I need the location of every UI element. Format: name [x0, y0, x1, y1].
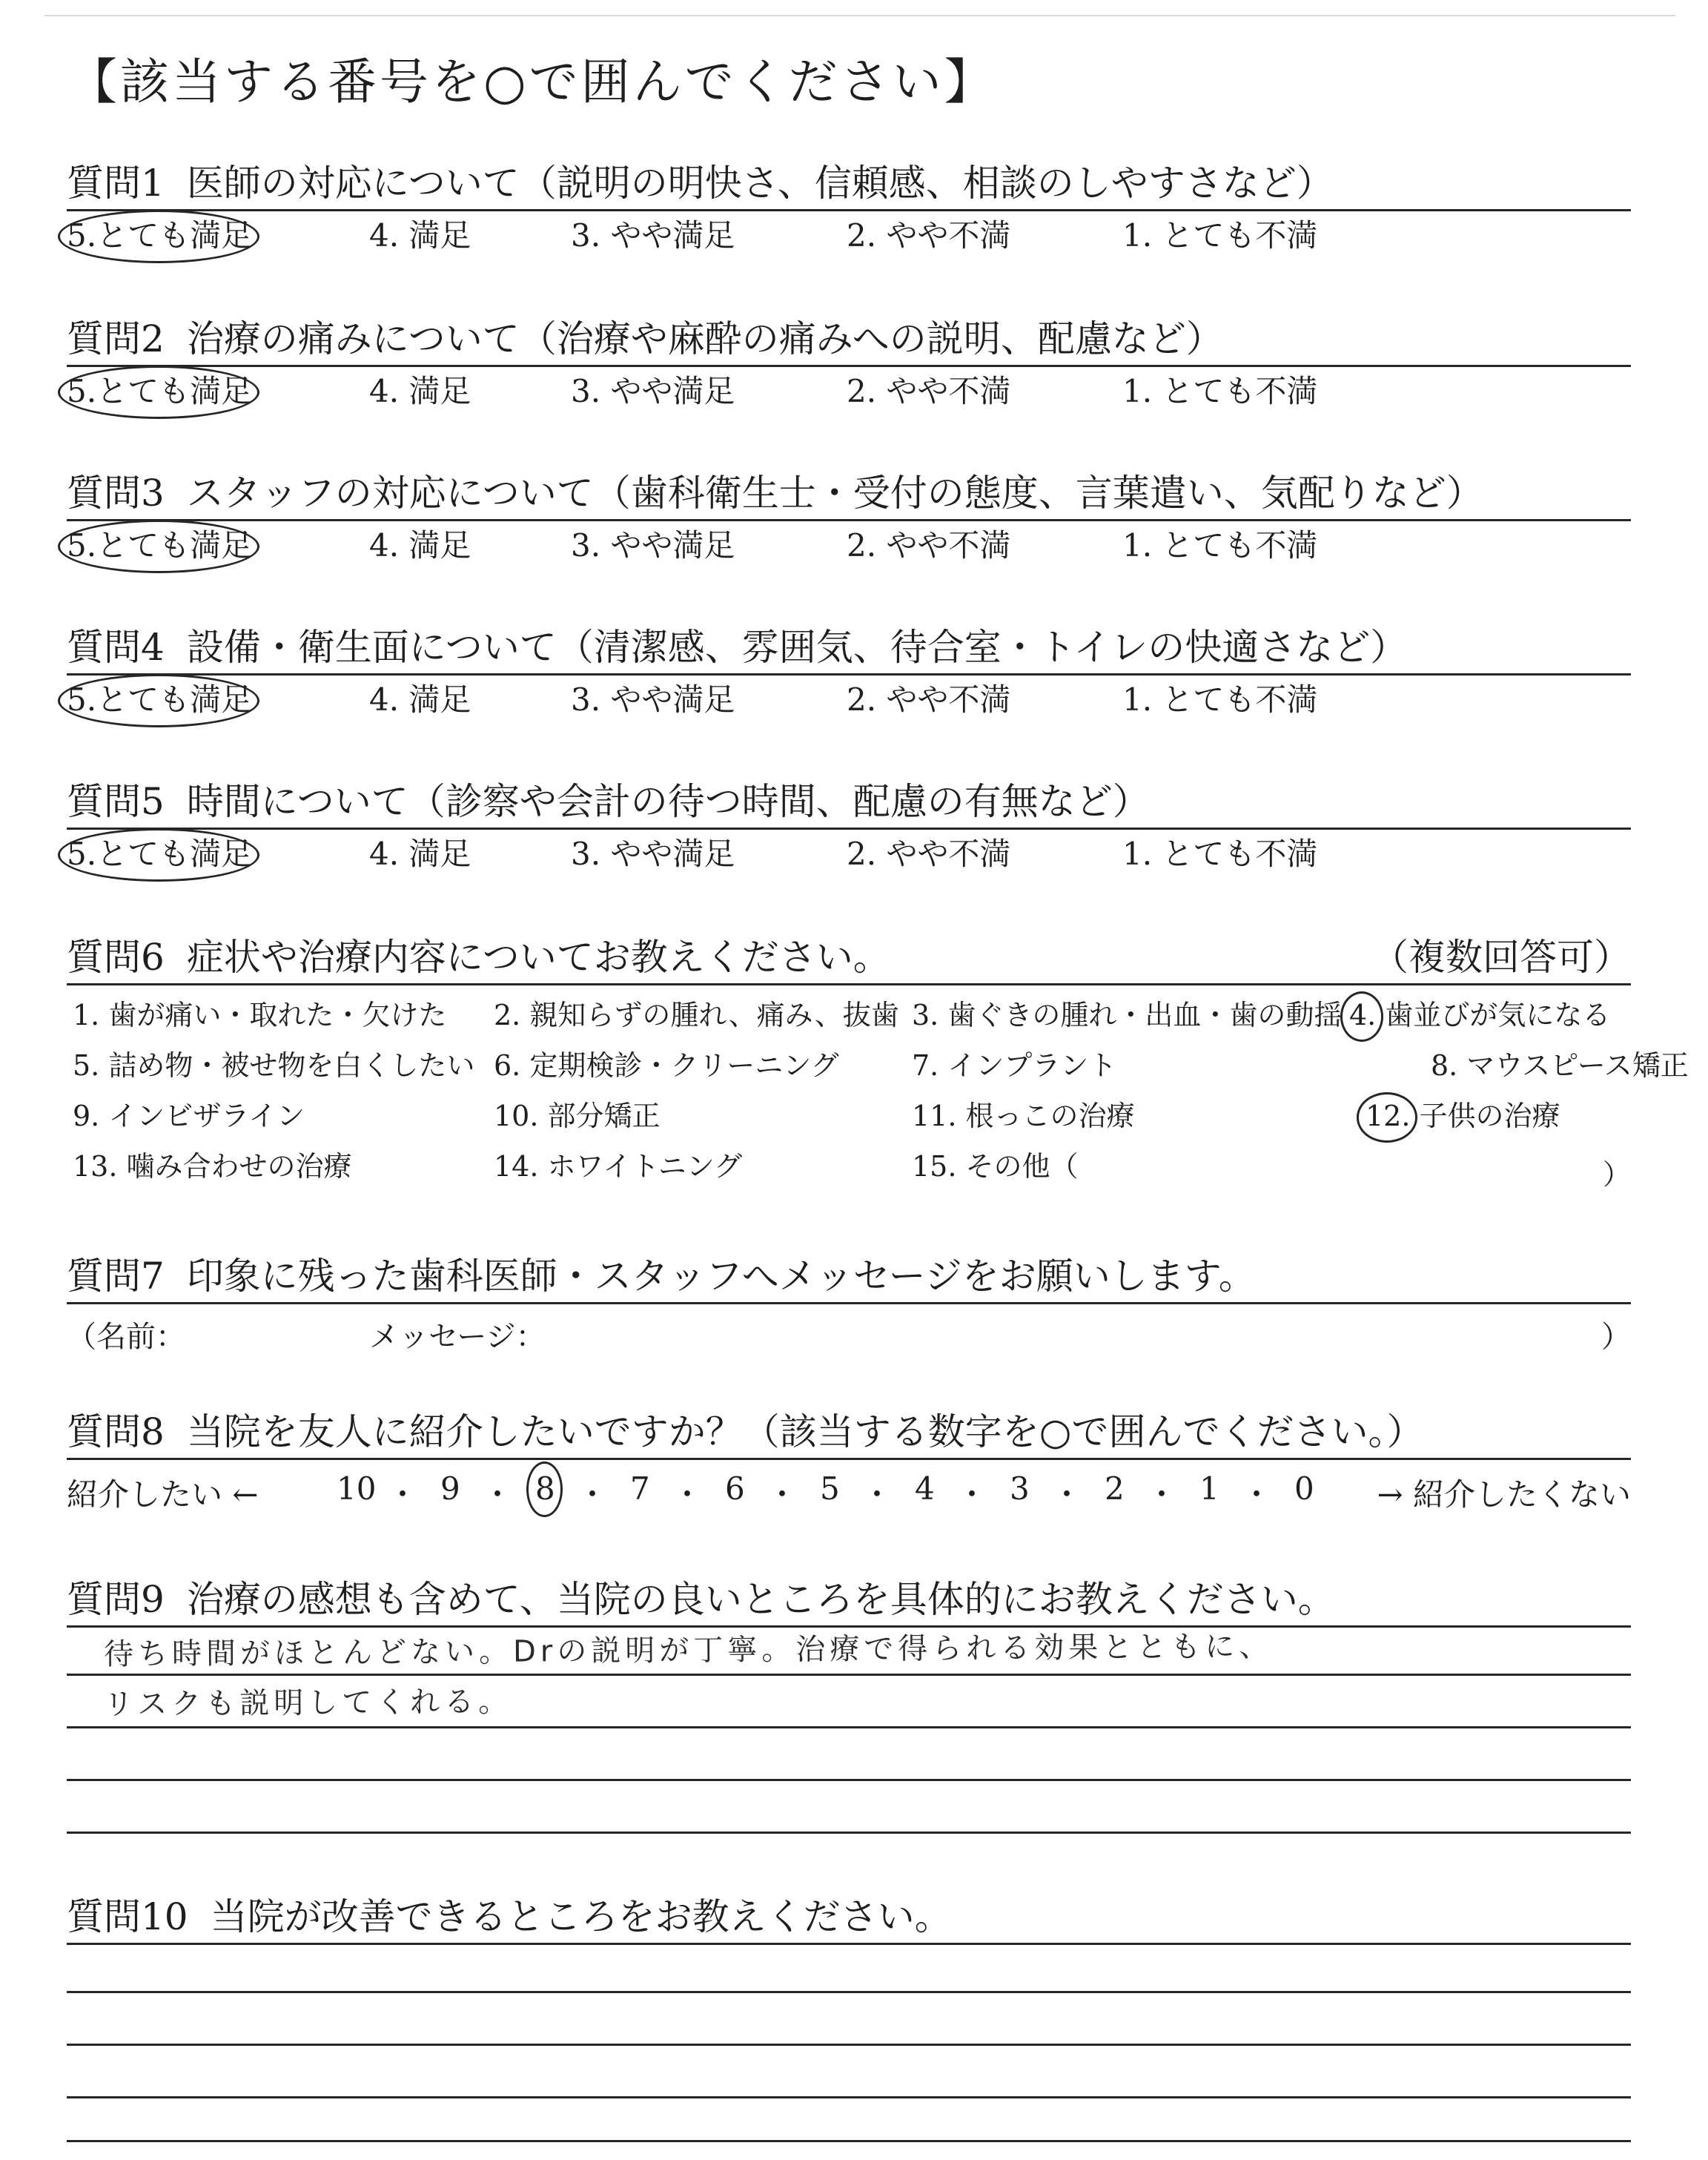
symptom-item-6[interactable]: 6. 定期検診・クリーニング [494, 1049, 839, 1082]
answer-line[interactable] [67, 2046, 1631, 2098]
scale-value-0[interactable]: 0 [1294, 1470, 1314, 1507]
scale-separator: ・ [672, 1476, 704, 1513]
scale-value-8-selected[interactable]: 8 [535, 1470, 555, 1507]
scale-value-1[interactable]: 1 [1199, 1470, 1219, 1507]
symptom-item-13[interactable]: 13. 噛み合わせの治療 [73, 1150, 352, 1183]
question-number: 質問5 [67, 780, 165, 823]
symptom-item-2[interactable]: 2. 親知らずの腫れ、痛み、抜歯 [494, 999, 899, 1031]
answer-line[interactable] [67, 1945, 1631, 1993]
scale-separator: ・ [387, 1476, 419, 1513]
question-number: 質問7 [67, 1255, 165, 1298]
question-text: スタッフの対応について（歯科衛生士・受付の態度、言葉遣い、気配りなど） [186, 472, 1483, 515]
scale-value-9[interactable]: 9 [440, 1470, 460, 1507]
question-text: 設備・衛生面について（清潔感、雰囲気、待合室・トイレの快適さなど） [186, 626, 1408, 669]
symptom-item-3[interactable]: 3. 歯ぐきの腫れ・出血・歯の動揺 [912, 999, 1343, 1031]
scale-separator: ・ [1146, 1476, 1178, 1513]
message-close-paren: ） [1601, 1320, 1631, 1354]
answer-line[interactable] [67, 1676, 1631, 1728]
question-number: 質問2 [67, 317, 165, 360]
question-9 [67, 1578, 1631, 1834]
option-1[interactable]: 1. とても不満 [1122, 373, 1318, 409]
handwritten-answer-line-1: 待ち時間がほとんどない。Drの説明が丁寧。治療で得られる効果とともに、 [103, 1629, 1274, 1672]
option-2[interactable]: 2. やや不満 [847, 527, 1011, 564]
option-4[interactable]: 4. 満足 [369, 373, 471, 409]
recommend-right-label: → 紹介したくない [1377, 1476, 1631, 1513]
question-1 [67, 162, 1631, 260]
recommend-scale [67, 1460, 1631, 1513]
page-heading: 【該当する番号を○で囲んでください】 [68, 53, 996, 110]
rating-options [67, 367, 1631, 416]
symptom-item-4-selected[interactable]: 4. 歯並びが気になる [1349, 999, 1611, 1031]
scale-value-6[interactable]: 6 [725, 1470, 745, 1507]
option-2[interactable]: 2. やや不満 [847, 373, 1011, 409]
question-text: 医師の対応について（説明の明快さ、信頼感、相談のしやすさなど） [186, 162, 1334, 205]
option-4[interactable]: 4. 満足 [369, 217, 471, 254]
other-close-paren: ） [1602, 1158, 1631, 1191]
option-2[interactable]: 2. やや不満 [847, 836, 1011, 872]
question-8 [67, 1410, 1631, 1513]
scale-value-10[interactable]: 10 [337, 1470, 377, 1507]
rating-options [67, 521, 1631, 570]
symptom-item-11[interactable]: 11. 根っこの治療 [912, 1100, 1135, 1132]
question-5 [67, 780, 1631, 879]
question-6 [67, 936, 1689, 1193]
question-10 [67, 1895, 1631, 2142]
question-7 [67, 1255, 1631, 1356]
symptom-item-14[interactable]: 14. ホワイトニング [494, 1150, 743, 1183]
scale-value-2[interactable]: 2 [1105, 1470, 1125, 1507]
option-3[interactable]: 3. やや満足 [571, 681, 735, 718]
question-text: 当院が改善できるところをお教えください。 [210, 1895, 952, 1938]
question-text: 印象に残った歯科医師・スタッフへメッセージをお願いします。 [186, 1255, 1256, 1298]
option-3[interactable]: 3. やや満足 [571, 527, 735, 564]
scale-separator: ・ [861, 1476, 893, 1513]
symptom-checklist [67, 985, 1689, 1193]
scale-value-3[interactable]: 3 [1010, 1470, 1030, 1507]
question-2 [67, 317, 1631, 416]
option-4[interactable]: 4. 満足 [369, 836, 471, 872]
question-number: 質問8 [67, 1410, 165, 1453]
option-2[interactable]: 2. やや不満 [847, 217, 1011, 254]
option-5-selected[interactable]: 5.とても満足 [67, 217, 253, 254]
answer-line[interactable] [67, 1993, 1631, 2046]
question-text: 当院を友人に紹介したいですか？（該当する数字を○で囲んでください。） [186, 1410, 1424, 1453]
symptom-item-15[interactable]: 15. その他（ [912, 1150, 1079, 1183]
rating-options [67, 830, 1631, 879]
scale-separator: ・ [482, 1476, 514, 1513]
scale-value-5[interactable]: 5 [820, 1470, 840, 1507]
option-3[interactable]: 3. やや満足 [571, 373, 735, 409]
top-border [44, 15, 1675, 16]
question-text: 時間について（診察や会計の待つ時間、配慮の有無など） [186, 780, 1150, 823]
option-1[interactable]: 1. とても不満 [1122, 527, 1318, 564]
message-label: メッセージ： [369, 1320, 546, 1354]
option-1[interactable]: 1. とても不満 [1122, 217, 1318, 254]
rating-options [67, 676, 1631, 724]
rating-options [67, 211, 1631, 260]
scale-value-7[interactable]: 7 [630, 1470, 650, 1507]
symptom-item-8[interactable]: 8. マウスピース矯正 [1431, 1049, 1689, 1082]
question-number: 質問6 [67, 936, 165, 979]
recommend-left-label: 紹介したい ← [67, 1476, 259, 1513]
symptom-item-7[interactable]: 7. インプラント [912, 1049, 1117, 1082]
scale-separator: ・ [956, 1476, 988, 1513]
option-3[interactable]: 3. やや満足 [571, 217, 735, 254]
name-label: （名前： [67, 1320, 185, 1354]
answer-line[interactable] [67, 1628, 1631, 1676]
symptom-item-12-selected[interactable]: 12. 子供の治療 [1366, 1100, 1560, 1132]
question-number: 質問3 [67, 472, 165, 515]
symptom-item-9[interactable]: 9. インビザライン [73, 1100, 305, 1132]
option-1[interactable]: 1. とても不満 [1122, 681, 1318, 718]
question-number: 質問9 [67, 1578, 165, 1621]
question-text: 治療の感想も含めて、当院の良いところを具体的にお教えください。 [186, 1578, 1335, 1621]
symptom-item-10[interactable]: 10. 部分矯正 [494, 1100, 661, 1132]
scale-separator: ・ [1241, 1476, 1273, 1513]
handwritten-answer-line-2: リスクも説明してくれる。 [103, 1685, 513, 1722]
question-text: 症状や治療内容についてお教えください。 [186, 936, 890, 979]
option-2[interactable]: 2. やや不満 [847, 681, 1011, 718]
option-5-selected[interactable]: 5.とても満足 [67, 527, 253, 564]
option-5-selected[interactable]: 5.とても満足 [67, 373, 253, 409]
question-number: 質問4 [67, 626, 165, 669]
option-4[interactable]: 4. 満足 [369, 527, 471, 564]
question-4 [67, 626, 1631, 724]
message-field[interactable] [67, 1304, 1631, 1356]
symptom-item-5[interactable]: 5. 詰め物・被せ物を白くしたい [73, 1049, 475, 1082]
option-3[interactable]: 3. やや満足 [571, 836, 735, 872]
option-4[interactable]: 4. 満足 [369, 681, 471, 718]
answer-line[interactable] [67, 2098, 1631, 2142]
answer-line[interactable] [67, 1781, 1631, 1834]
question-number: 質問10 [67, 1895, 188, 1938]
symptom-item-1[interactable]: 1. 歯が痛い・取れた・欠けた [73, 999, 447, 1031]
scale-separator: ・ [767, 1476, 798, 1513]
scale-value-4[interactable]: 4 [915, 1470, 935, 1507]
option-5-selected[interactable]: 5.とても満足 [67, 836, 253, 872]
option-5-selected[interactable]: 5.とても満足 [67, 681, 253, 718]
multiple-answer-note: （複数回答可） [1371, 936, 1631, 979]
question-text: 治療の痛みについて（治療や麻酔の痛みへの説明、配慮など） [186, 317, 1223, 360]
option-1[interactable]: 1. とても不満 [1122, 836, 1318, 872]
scale-separator: ・ [577, 1476, 609, 1513]
question-number: 質問1 [67, 162, 165, 205]
answer-line[interactable] [67, 1728, 1631, 1781]
scale-separator: ・ [1051, 1476, 1083, 1513]
question-3 [67, 472, 1631, 570]
